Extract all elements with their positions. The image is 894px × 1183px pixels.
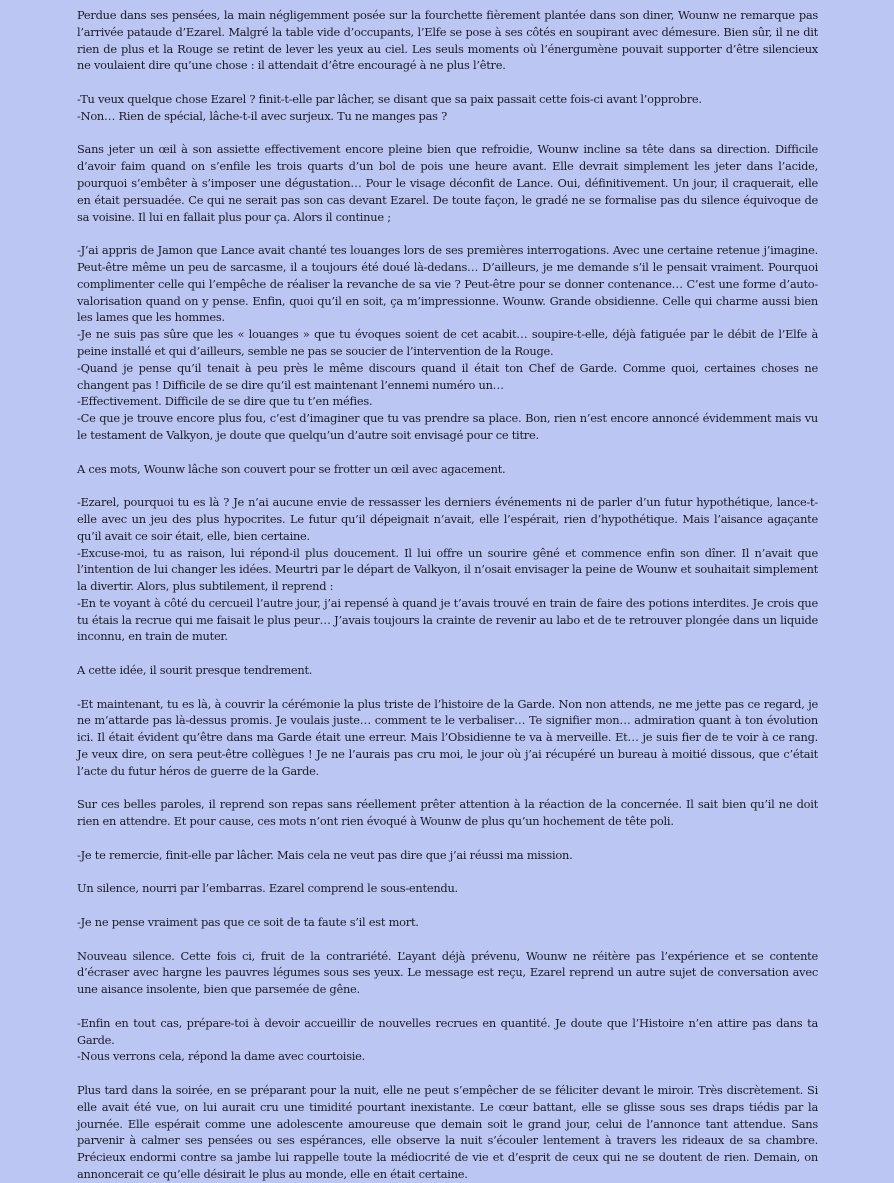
dialogue-line: -Et maintenant, tu es là, à couvrir la cérémonie la plus triste de l’histoire de la Garde. Non non attends, ne me jette pas ce regard, je ne m’attarde pas là-dessus promis. Je voulais juste… comment te le verbaliser… Te signifier mon… admiration quant à ton évolution ici. Il était évident qu’être dans ma Garde était une erreur. Mais l’Obsidienne te va à merveille. Et… je suis fier de te voir à ce rang. Je veux dire, on sera peut-être collègues ! Je ne l’aurais pas cru moi, le jour où j’ai récupéré un bureau à moitié dissous, que c’était l’acte du futur héros de guerre de la Garde. [77,696,818,778]
paragraph: Nouveau silence. Cette fois ci, fruit de la contrariété. L’ayant déjà prévenu, Wounw ne réitère pas l’expérience et se contente d’écraser avec hargne les pauvres légumes sous ses yeux. Le message est reçu, Ezarel reprend un autre sujet de conversation avec une aisance insolente, bien que parsemée de gêne. [77,948,818,997]
dialogue-line: -Effectivement. Difficile de se dire que tu t’en méfies. [77,394,373,409]
dialogue-line: -Quand je pense qu’il tenait à peu près le même discours quand il était ton Chef de Garde. Comme quoi, certaines choses ne changent pas ! Difficile de se dire qu’il est maintenant l’ennemi numéro un… [77,360,818,392]
dialogue-line: -Non… Rien de spécial, lâche-t-il avec surjeux. Tu ne manges pas ? [77,108,447,123]
dialogue-line: -Excuse-moi, tu as raison, lui répond-il plus doucement. Il lui offre un sourire gêné et commence enfin son dîner. Il n’avait que l’intention de lui changer les idées. Meurtri par le départ de Valkyon, il n’osait envisager la peine de Wounw et souhaitait simplement la divertir. Alors, plus subtilement, il reprend : [77,545,818,594]
paragraph: A cette idée, il sourit presque tendrement. [77,663,313,678]
dialogue-line: -Je te remercie, finit-elle par lâcher. Mais cela ne veut pas dire que j’ai réussi ma mission. [77,847,573,862]
paragraph: Sur ces belles paroles, il reprend son repas sans réellement prêter attention à la réaction de la concernée. Il sait bien qu’il ne doit rien en attendre. Et pour cause, ces mots n’ont rien évoqué à Wounw de plus qu’un hochement de tête poli. [77,797,818,829]
dialogue-line: -Enfin en tout cas, prépare-toi à devoir accueillir de nouvelles recrues en quantité. Je doute que l’Histoire n’en attire pas dans ta Garde. [77,1015,818,1047]
dialogue-line: -J’ai appris de Jamon que Lance avait chanté tes louanges lors de ses premières interrogations. Avec une certaine retenue j’imagine. Peut-être même un peu de sarcasme, il a toujours été doué là-dedans… D’ailleurs, je me demande s’il le pensait vraiment. Pourquoi complimenter celle qui l’empêche de réaliser la revanche de sa vie ? Peut-être pour se donner contenance… C’est une forme d’auto-valorisation quand on y pense. Enfin, quoi qu’il en soit, ça m’impressionne. Wounw. Grande obsidienne. Celle qui charme aussi bien les lames que les hommes. [77,243,818,325]
dialogue-line: -Je ne suis pas sûre que les « louanges » que tu évoques soient de cet acabit… soupire-t-elle, déjà fatiguée par le débit de l’Elfe à peine installé et qui d’ailleurs, semble ne pas se soucier de l’intervention de la Rouge. [77,327,818,358]
paragraph: Sans jeter un œil à son assiette effectivement encore pleine bien que refroidie, Wounw incline sa tête dans sa direction. Difficile d’avoir faim quand on s’enfile les trois quarts d’un bol de pois une heure avant. Elle devrait simplement les jeter dans l’acide, pourquoi s’embêter à s’imposer une dégustation… Pour le visage déconfit de Lance. Oui, définitivement. Un jour, il craquerait, elle en était persuadée. Ce qui ne serait pas son cas devant Ezarel. De toute façon, le gradé ne se formalise pas du silence équivoque de sa voisine. Il lui en fallait plus pour ça. Alors il continue ; [77,142,818,224]
paragraph: Un silence, nourri par l’embarras. Ezarel comprend le sous-entendu. [77,881,458,896]
dialogue-line: -Je ne pense vraiment pas que ce soit de ta faute s’il est mort. [77,915,419,930]
paragraph: A ces mots, Wounw lâche son couvert pour se frotter un œil avec agacement. [77,461,506,476]
dialogue-line: -Nous verrons cela, répond la dame avec courtoisie. [77,1049,366,1064]
dialogue-line: -En te voyant à côté du cercueil l’autre jour, j’ai repensé à quand je t’avais trouvé en train de faire des potions interdites. Je crois que tu étais la recrue qui me faisait le plus peur… J’avais toujours la crainte de revenir au labo et de te retrouver plongée dans un liquide inconnu, en train de muter. [77,595,818,644]
dialogue-line: -Ezarel, pourquoi tu es là ? Je n’ai aucune envie de ressasser les derniers événements ni de parler d’un futur hypothétique, lance-t-elle avec un jeu des plus hypocrites. Le futur qu’il dépeignait n’avait, elle l’espérait, rien d’hypothétique. Mais l’aisance agaçante qu’il avait ce soir était, elle, bien certaine. [77,495,818,543]
paragraph: Perdue dans ses pensées, la main négligemment posée sur la fourchette fièrement plantée dans son diner, Wounw ne remarque pas l’arrivée pataude d’Ezarel. Malgré la table vide d’occupants, l’Elfe se pose à ses côtés en soupirant avec démesure. Bien sûr, il ne dit rien de plus et la Rouge se retint de lever les yeux au ciel. Les seuls moments où l’énergumène pouvait supporter d’être silencieux ne voulaient dire qu’une chose : il attendait d’être encouragé à ne plus l’être. [77,8,818,73]
paragraph: Plus tard dans la soirée, en se préparant pour la nuit, elle ne peut s’empêcher de se féliciter devant le miroir. Très discrètement. Si elle avait été vue, on lui aurait cru une timidité pourtant inexistante. Le cœur battant, elle se glisse sous ses draps tiédis par la journée. Elle espérait comme une adolescente amoureuse que demain soit le grand jour, celui de l’annonce tant attendue. Sans parvenir à calmer ses pensées ou ses espérances, elle observe la nuit s’écouler lentement à travers les rideaux de sa chambre. Précieux endormi contre sa jambe lui rappelle toute la médiocrité de vie et d’esprit de ceux qui ne se doutent de rien. Demain, on annoncerait ce qu’elle désirait le plus au monde, elle en était certaine. [77,1083,818,1181]
dialogue-line: -Tu veux quelque chose Ezarel ? finit-t-elle par lâcher, se disant que sa paix passait cette fois-ci avant l’opprobre. [77,91,702,106]
dialogue-line: -Ce que je trouve encore plus fou, c’est d’imaginer que tu vas prendre sa place. Bon, rien n’est encore annoncé évidemment mais vu le testament de Valkyon, je doute que quelqu’un d’autre soit envisagé pour ce titre. [77,411,818,442]
story-text [77,7,818,1183]
